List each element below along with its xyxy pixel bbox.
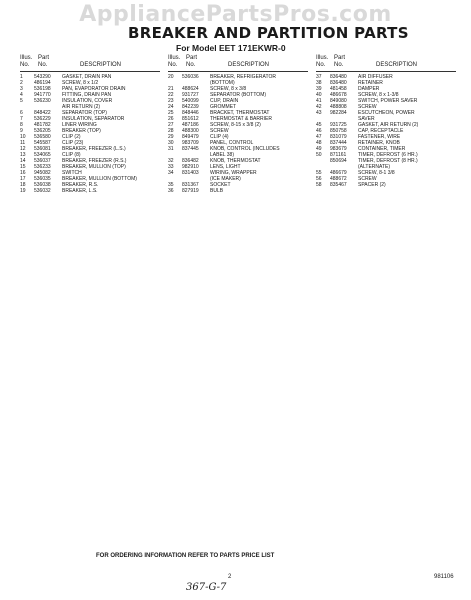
page-title: BREAKER AND PARTITION PARTS xyxy=(128,24,409,42)
part-description: SWITCH xyxy=(62,170,82,176)
part-description: RETAINER, KNOB xyxy=(358,140,400,146)
part-description: BREAKER, REFRIGERATOR xyxy=(210,74,276,80)
illus-number: 14 xyxy=(20,158,26,164)
part-description: GROMMET xyxy=(210,104,237,110)
illus-number: 30 xyxy=(168,140,174,146)
part-description: TIMER, DEFROST (8 HR.) xyxy=(358,158,418,164)
part-description: BREAKER, FREEZER (R.S.) xyxy=(62,158,127,164)
part-number: 540099 xyxy=(182,98,199,104)
part-description: THERMOSTAT & BARRIER xyxy=(210,116,272,122)
part-number: 849080 xyxy=(330,98,347,104)
header-part: Part xyxy=(334,55,346,61)
parts-list xyxy=(316,74,456,188)
illus-number: 47 xyxy=(316,134,322,140)
part-description: INSULATION, COVER xyxy=(62,98,113,104)
header-description: DESCRIPTION xyxy=(228,62,270,68)
column-header xyxy=(20,55,160,72)
illus-number: 38 xyxy=(316,80,322,86)
illus-number: 16 xyxy=(20,170,26,176)
part-description: CONTAINER, TIMER xyxy=(358,146,406,152)
column-header xyxy=(316,55,456,72)
illus-number: 41 xyxy=(316,98,322,104)
part-description: LENS, LIGHT xyxy=(210,164,241,170)
part-description: PAN, EVAPORATOR DRAIN xyxy=(62,86,126,92)
illus-number: 9 xyxy=(20,128,23,134)
part-description: (ALTERNATE) xyxy=(358,164,391,170)
part-number: 536580 xyxy=(34,134,51,140)
illus-number: 43 xyxy=(316,110,322,116)
part-number: 945082 xyxy=(34,170,51,176)
part-description: DAMPER xyxy=(358,86,380,92)
part-number: 836480 xyxy=(330,74,347,80)
illus-number: 22 xyxy=(168,92,174,98)
part-description: BREAKER, R.S. xyxy=(62,182,99,188)
column-header xyxy=(168,55,308,72)
parts-list xyxy=(168,74,308,194)
header-illus: Illus. xyxy=(20,55,33,61)
part-description: SCREW xyxy=(210,128,229,134)
part-description: AIR DIFFUSER xyxy=(358,74,393,80)
part-number: 536230 xyxy=(34,98,51,104)
part-description: LINER WIRING xyxy=(62,122,97,128)
illus-number: 48 xyxy=(316,140,322,146)
illus-number: 56 xyxy=(316,176,322,182)
part-number: 488624 xyxy=(182,86,199,92)
header-no-2: No. xyxy=(38,62,48,68)
part-description: INSULATION, SEPARATOR xyxy=(62,116,125,122)
illus-number: 27 xyxy=(168,122,174,128)
part-number: 983709 xyxy=(182,140,199,146)
illus-number: 3 xyxy=(20,86,23,92)
part-number: 536035 xyxy=(34,176,51,182)
parts-column-1 xyxy=(20,55,160,194)
part-description: TIMER, DEFROST (6 HR.) xyxy=(358,152,418,158)
illus-number: 34 xyxy=(168,170,174,176)
part-row xyxy=(168,188,308,194)
illus-number: 2 xyxy=(20,80,23,86)
illus-number: 36 xyxy=(168,188,174,194)
part-description: WIRING, WRAPPER xyxy=(210,170,257,176)
part-description: BRACKET, THERMOSTAT xyxy=(210,110,270,116)
header-illus: Illus. xyxy=(168,55,181,61)
illus-number: 25 xyxy=(168,110,174,116)
part-number: 545587 xyxy=(34,140,51,146)
parts-column-2 xyxy=(168,55,308,194)
illus-number: 23 xyxy=(168,98,174,104)
illus-number: 33 xyxy=(168,164,174,170)
illus-number: 35 xyxy=(168,182,174,188)
part-number: 536205 xyxy=(34,128,51,134)
illus-number: 28 xyxy=(168,128,174,134)
part-number: 536036 xyxy=(182,74,199,80)
model-subtitle: For Model EET 171EKWR-0 xyxy=(176,43,286,53)
part-description: GASKET, AIR RETURN (2) xyxy=(358,122,419,128)
part-description: BREAKER (TOP) xyxy=(62,128,101,134)
part-number: 536198 xyxy=(34,86,51,92)
illus-number: 15 xyxy=(20,164,26,170)
illus-number: 37 xyxy=(316,74,322,80)
part-description: GASKET, DRAIN PAN xyxy=(62,74,112,80)
illus-number: 17 xyxy=(20,176,26,182)
part-number: 488300 xyxy=(182,128,199,134)
part-number: 871161 xyxy=(330,152,347,158)
part-description: CLIP (23) xyxy=(62,140,84,146)
part-description: SCREW xyxy=(358,104,377,110)
part-description: SPACER (2) xyxy=(358,182,386,188)
part-row xyxy=(20,188,160,194)
part-description: PANEL, CONTROL xyxy=(210,140,254,146)
illus-number: 58 xyxy=(316,182,322,188)
part-description: BREAKER, L.S. xyxy=(62,188,98,194)
part-number: 983679 xyxy=(330,146,347,152)
header-no: No. xyxy=(20,62,30,68)
illus-number: 46 xyxy=(316,128,322,134)
header-illus: Illus. xyxy=(316,55,329,61)
part-number: 486678 xyxy=(330,92,347,98)
part-number: 836480 xyxy=(330,80,347,86)
page-number: 2 xyxy=(228,574,232,580)
illus-number: 55 xyxy=(316,170,322,176)
illus-number: 20 xyxy=(168,74,174,80)
part-description: SCREW, 8 x 1-3/8 xyxy=(358,92,399,98)
part-number: 982284 xyxy=(330,110,347,116)
illus-number: 4 xyxy=(20,92,23,98)
part-number: 851612 xyxy=(182,116,199,122)
parts-column-3 xyxy=(316,55,456,188)
illus-number: 49 xyxy=(316,146,322,152)
part-description: SEPARATOR (TOP) xyxy=(62,110,107,116)
part-number: 536038 xyxy=(34,182,51,188)
header-no: No. xyxy=(168,62,178,68)
part-row xyxy=(316,182,456,188)
header-no: No. xyxy=(316,62,326,68)
illus-number: 10 xyxy=(20,134,26,140)
part-number: 931725 xyxy=(330,122,347,128)
part-number: 534065 xyxy=(34,152,51,158)
illus-number: 24 xyxy=(168,104,174,110)
illus-number: 11 xyxy=(20,140,26,146)
watermark: AppliancePartsPros.com xyxy=(79,2,392,27)
part-number: 835467 xyxy=(330,182,347,188)
part-description: LABEL 38) xyxy=(210,152,234,158)
part-description: SEPARATOR (BOTTOM) xyxy=(210,92,267,98)
part-number: 536037 xyxy=(34,158,51,164)
part-description: BULB xyxy=(210,188,224,194)
illus-number: 50 xyxy=(316,152,322,158)
part-number: 486194 xyxy=(34,80,51,86)
part-number: 536229 xyxy=(34,116,51,122)
illus-number: 31 xyxy=(168,146,174,152)
illus-number: 21 xyxy=(168,86,174,92)
part-description: AIR RETURN (2) xyxy=(62,104,101,110)
header-part: Part xyxy=(38,55,50,61)
part-number: 831367 xyxy=(182,182,199,188)
part-number: 837445 xyxy=(182,146,199,152)
part-number: 982910 xyxy=(182,164,199,170)
part-number: 827919 xyxy=(182,188,199,194)
part-description: BREAKER, FREEZER (L.S.) xyxy=(62,146,126,152)
illus-number: 19 xyxy=(20,188,26,194)
part-description: SCREW, 8 x 3/8 xyxy=(210,86,247,92)
part-number: 536081 xyxy=(34,146,51,152)
part-number: 850694 xyxy=(330,158,347,164)
part-number: 837444 xyxy=(330,140,347,146)
illus-number: 45 xyxy=(316,122,322,128)
illus-number: 26 xyxy=(168,116,174,122)
part-description: SAVER xyxy=(358,116,375,122)
part-number: 481458 xyxy=(330,86,347,92)
part-number: 481782 xyxy=(34,122,51,128)
part-description: SCREW, 8 x 1/2 xyxy=(62,80,99,86)
illus-number: 18 xyxy=(20,182,26,188)
header-no-2: No. xyxy=(334,62,344,68)
part-number: 488672 xyxy=(330,176,347,182)
part-description: BREAKER, MULLION (TOP) xyxy=(62,164,126,170)
illus-number: 39 xyxy=(316,86,322,92)
parts-list xyxy=(20,74,160,194)
document-number: 981106 xyxy=(434,574,454,580)
part-description: SOCKET xyxy=(210,182,231,188)
part-description: SCREW, 8-1 3/8 xyxy=(358,170,395,176)
part-number: 831403 xyxy=(182,170,199,176)
handwritten-note: 367-G-7 xyxy=(186,582,227,593)
part-description: BREAKER, MULLION (BOTTOM) xyxy=(62,176,137,182)
part-description: KNOB, CONTROL (INCLUDES xyxy=(210,146,280,152)
header-description: DESCRIPTION xyxy=(80,62,122,68)
part-description: (BOTTOM) xyxy=(210,80,235,86)
illus-number: 6 xyxy=(20,110,23,116)
part-number: 931727 xyxy=(182,92,199,98)
part-description: KNOB, THERMOSTAT xyxy=(210,158,261,164)
part-description: CLIP (4) xyxy=(210,134,229,140)
part-description: FITTING, DRAIN PAN xyxy=(62,92,112,98)
part-description: FASTENER, WIRE xyxy=(358,134,401,140)
illus-number: 13 xyxy=(20,152,26,158)
illus-number: 7 xyxy=(20,116,23,122)
ordering-note: FOR ORDERING INFORMATION REFER TO PARTS PRICE LIST xyxy=(96,553,275,559)
header-part: Part xyxy=(186,55,198,61)
illus-number: 32 xyxy=(168,158,174,164)
header-no-2: No. xyxy=(186,62,196,68)
part-description: CLIP (8) xyxy=(62,152,81,158)
part-number: 848446 xyxy=(182,110,199,116)
part-description: CAP, RECEPTACLE xyxy=(358,128,404,134)
part-description: CUP, DRAIN xyxy=(210,98,239,104)
illus-number: 42 xyxy=(316,104,322,110)
part-number: 487186 xyxy=(182,122,199,128)
part-description: (ICE MAKER) xyxy=(210,176,241,182)
part-description: SCREW xyxy=(358,176,377,182)
header-description: DESCRIPTION xyxy=(376,62,418,68)
illus-number: 40 xyxy=(316,92,322,98)
illus-number: 12 xyxy=(20,146,26,152)
part-description: SWITCH, POWER SAVER xyxy=(358,98,418,104)
illus-number: 29 xyxy=(168,134,174,140)
illus-number: 1 xyxy=(20,74,23,80)
part-description: SCREW, 8-15 x 3/8 (2) xyxy=(210,122,261,128)
part-description: ESCUTCHEON, POWER xyxy=(358,110,415,116)
part-number: 488808 xyxy=(330,104,347,110)
part-description: CLIP (2) xyxy=(62,134,81,140)
part-number: 486679 xyxy=(330,170,347,176)
part-number: 941770 xyxy=(34,92,51,98)
part-number: 850758 xyxy=(330,128,347,134)
part-number: 849479 xyxy=(182,134,199,140)
part-number: 536233 xyxy=(34,164,51,170)
part-number: 842239 xyxy=(182,104,199,110)
illus-number: 8 xyxy=(20,122,23,128)
part-number: 836482 xyxy=(182,158,199,164)
illus-number: 5 xyxy=(20,98,23,104)
part-description: RETAINER xyxy=(358,80,383,86)
part-number: 848422 xyxy=(34,110,51,116)
part-number: 831079 xyxy=(330,134,347,140)
part-number: 536032 xyxy=(34,188,51,194)
part-number: 543290 xyxy=(34,74,51,80)
